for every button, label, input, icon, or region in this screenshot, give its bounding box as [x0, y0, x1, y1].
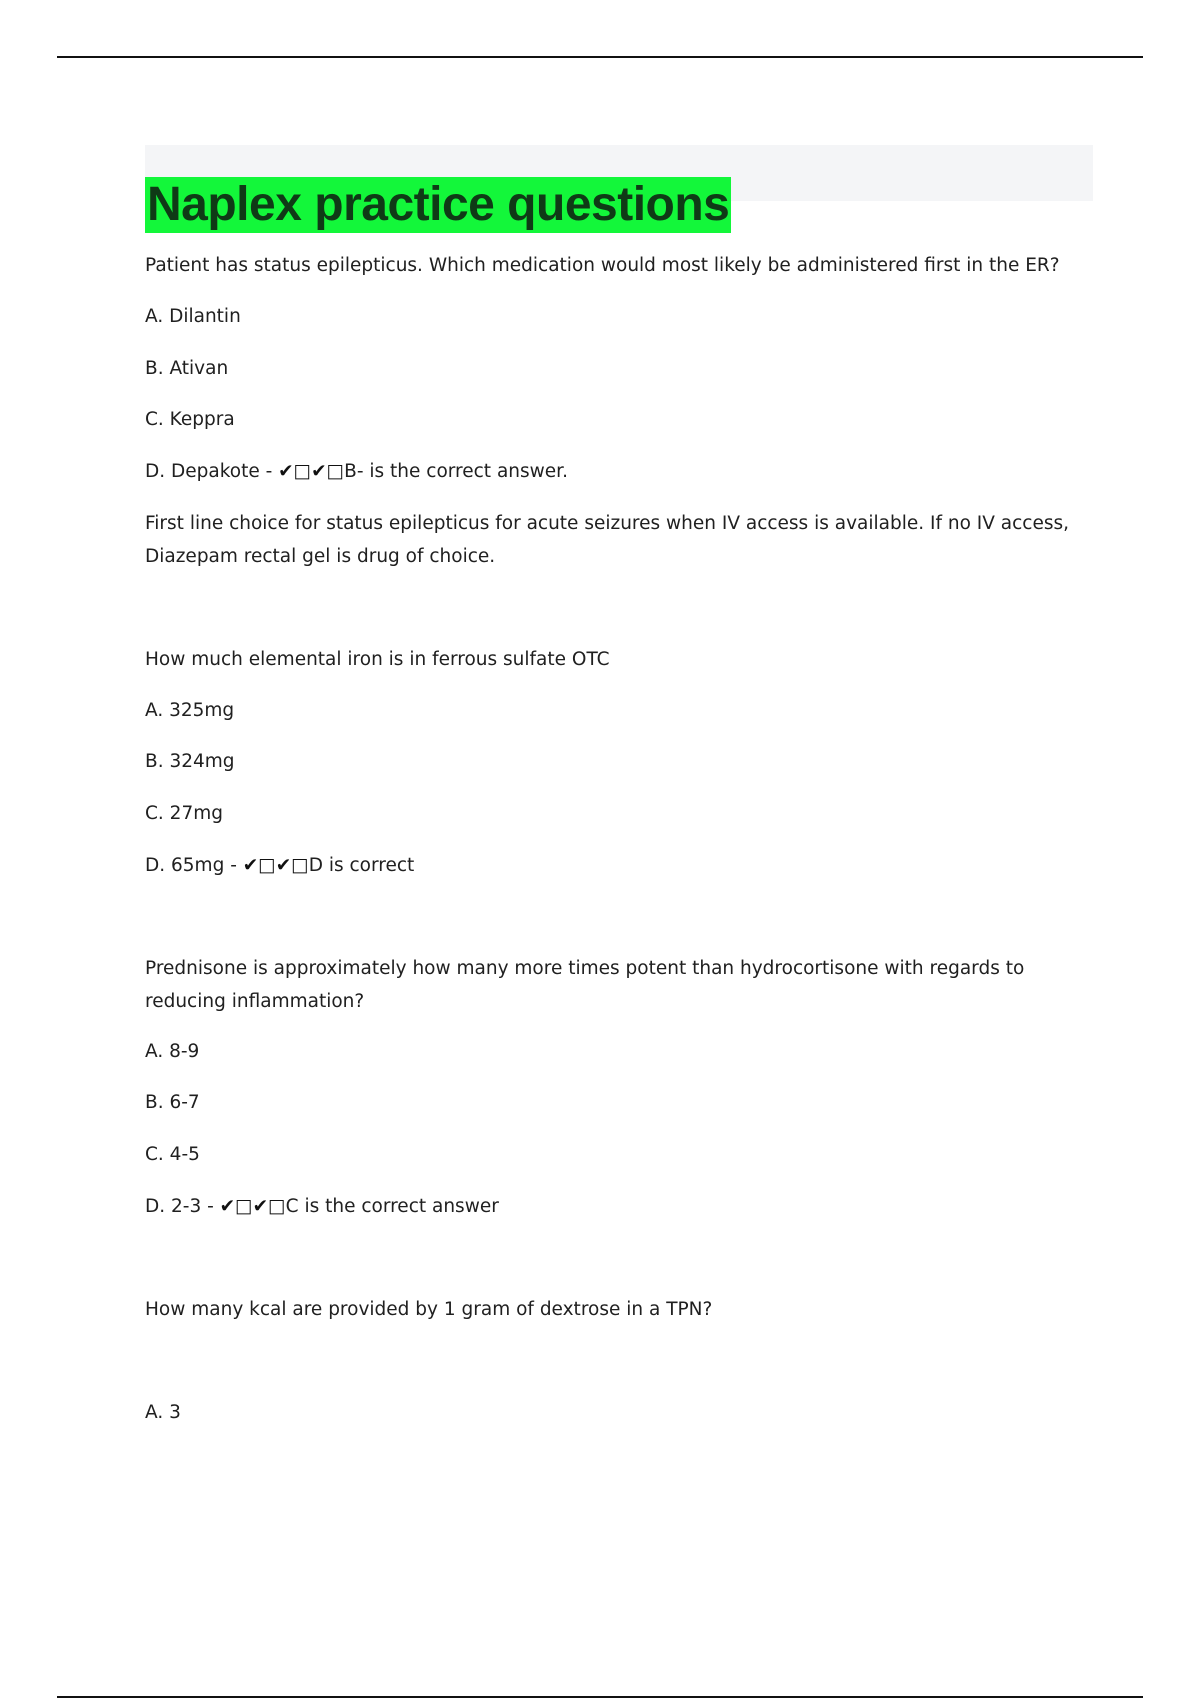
question-2-option-a: A. 325mg: [145, 700, 235, 721]
question-1-option-d: D. Depakote -: [145, 461, 279, 482]
question-2-option-b: B. 324mg: [145, 751, 235, 772]
question-3-answer: C is the correct answer: [285, 1196, 499, 1217]
question-2-option-d-row: [145, 849, 414, 882]
question-2-option-c: C. 27mg: [145, 803, 223, 824]
checkmark-icon: ✔□✔□: [242, 855, 309, 876]
checkmark-icon: ✔□✔□: [219, 1196, 286, 1217]
checkmark-icon: ✔□✔□: [278, 461, 345, 482]
question-1-option-d-row: [145, 455, 568, 488]
question-3-option-d: D. 2-3 -: [145, 1196, 220, 1217]
question-1-option-b: B. Ativan: [145, 358, 229, 379]
page-bottom-rule: [57, 1696, 1143, 1698]
question-2-prompt: How much elemental iron is in ferrous sulfate OTC: [145, 649, 610, 670]
question-1-explanation: First line choice for status epilepticus for acute seizures when IV access is available. If no IV access, Diazepam rectal gel is drug of choice.: [145, 513, 1069, 567]
question-3-option-b: B. 6-7: [145, 1092, 200, 1113]
question-3-option-d-row: [145, 1190, 499, 1223]
question-4-option-a: A. 3: [145, 1402, 181, 1423]
question-4-prompt: How many kcal are provided by 1 gram of dextrose in a TPN?: [145, 1299, 713, 1320]
question-3-prompt: Prednisone is approximately how many more times potent than hydrocortisone with regards to reducing inflammation?: [145, 958, 1025, 1012]
question-1-option-c: C. Keppra: [145, 409, 235, 430]
question-2-answer: D is correct: [308, 855, 415, 876]
page-title: Naplex practice questions: [147, 178, 730, 232]
question-1-answer: B- is the correct answer.: [344, 461, 568, 482]
question-3-option-a: A. 8-9: [145, 1041, 200, 1062]
question-1-option-a: A. Dilantin: [145, 306, 241, 327]
question-2-option-d: D. 65mg -: [145, 855, 243, 876]
question-1-prompt: Patient has status epilepticus. Which medication would most likely be administered first in the ER?: [145, 255, 1060, 276]
question-3-option-c: C. 4-5: [145, 1144, 200, 1165]
page-top-rule: [57, 56, 1143, 58]
